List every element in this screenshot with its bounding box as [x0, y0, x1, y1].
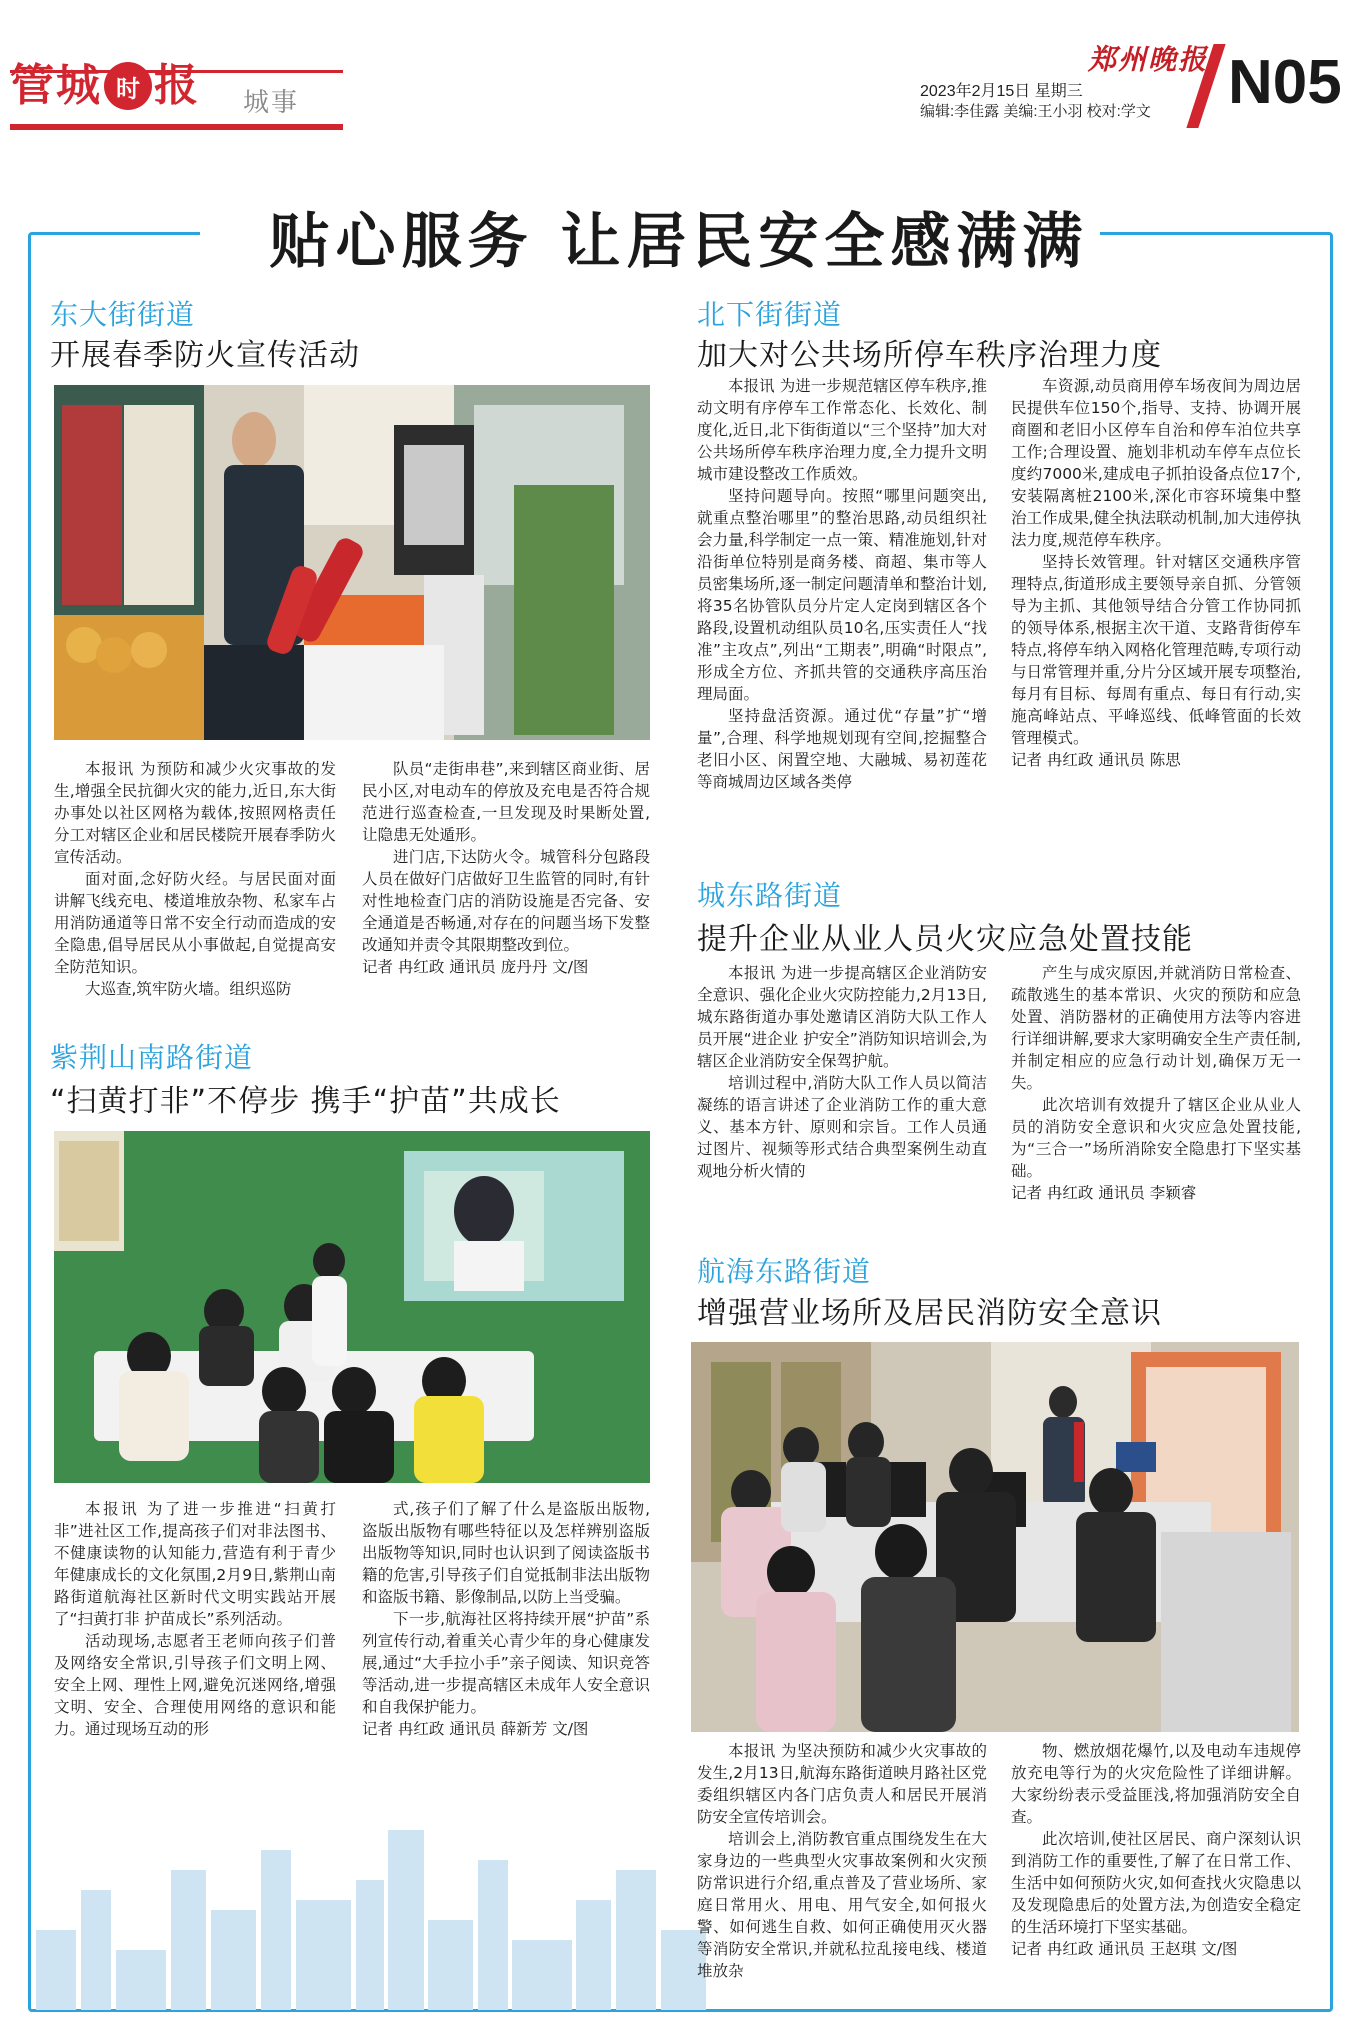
- paragraph: 本报讯 为进一步提高辖区企业消防安全意识、强化企业火灾防控能力,2月13日,城东路街道办事处邀请区消防大队工作人员开展“进企业 护安全”消防知识培训会,为辖区企业消防安全保驾护航。: [697, 964, 987, 1070]
- paragraph: 活动现场,志愿者王老师向孩子们普及网络安全常识,引导孩子们文明上网、安全上网、理性上网,避免沉迷网络,增强文明、安全、合理使用网络的意识和能力。通过现场互动的形: [54, 1632, 336, 1738]
- page-number: N05: [1228, 48, 1342, 117]
- paragraph: 下一步,航海社区将持续开展“护苗”系列宣传行动,着重关心青少年的身心健康发展,通过“大手拉小手”亲子阅读、知识竞答等活动,进一步提高辖区未成年人安全意识和自我保护能力。: [362, 1610, 650, 1716]
- paragraph: 产生与成灾原因,并就消防日常检查、疏散逃生的基本常识、火灾的预防和应急处置、消防器材的正确使用方法等内容进行详细讲解,要求大家明确安全生产责任制,并制定相应的应急行动计划,确保万无一失。: [1011, 964, 1301, 1092]
- byline: 记者 冉红政 通讯员 王赵琪 文/图: [1011, 1940, 1238, 1958]
- beixia-col1: [697, 375, 987, 793]
- beixia-title: 加大对公共场所停车秩序治理力度: [697, 338, 1162, 373]
- page-headline: 贴心服务 让居民安全感满满: [269, 207, 1089, 277]
- dongda-photo: [54, 385, 650, 740]
- zijin-col2: [362, 1498, 650, 1740]
- chengdong-section: 城东路街道: [697, 879, 843, 912]
- zijin-col1: [54, 1498, 336, 1740]
- byline: 记者 冉红政 通讯员 庞丹丹 文/图: [362, 958, 589, 976]
- brand-right: 报: [154, 60, 200, 111]
- zijin-photo: [54, 1131, 650, 1483]
- hanghai-section: 航海东路街道: [697, 1255, 872, 1288]
- zijin-title: “扫黄打非”不停步 携手“护苗”共成长: [50, 1084, 561, 1119]
- hanghai-photo: [691, 1342, 1299, 1732]
- issue-date: 2023年2月15日 星期三: [920, 83, 1083, 100]
- paragraph: 本报讯 为预防和减少火灾事故的发生,增强全民抗御火灾的能力,近日,东大街办事处以社区网格为载体,按照网格责任分工对辖区企业和居民楼院开展春季防火宣传活动。: [54, 760, 336, 866]
- byline: 记者 冉红政 通讯员 薛新芳 文/图: [362, 1720, 589, 1738]
- editor-credits: 编辑:李佳露 美编:王小羽 校对:学文: [920, 103, 1151, 120]
- dongda-section: 东大街街道: [50, 298, 196, 331]
- paragraph: 车资源,动员商用停车场夜间为周边居民提供车位150个,指导、支持、协调开展商圈和老旧小区停车自治和停车泊位共享工作;合理设置、施划非机动车停车点位长度约7000米,建成电子抓拍设备点位17个,安装隔离桩2100米,深化市容环境集中整治工作成果,健全执法联动机制,加大违停执法力度,规范停车秩序。: [1011, 377, 1301, 549]
- hanghai-col2: [1011, 1740, 1301, 1960]
- skyline-decoration: [36, 1810, 706, 2010]
- paragraph: 物、燃放烟花爆竹,以及电动车违规停放充电等行为的火灾危险性了详细讲解。大家纷纷表示受益匪浅,将加强消防安全自查。: [1011, 1742, 1301, 1826]
- paragraph: 进门店,下达防火令。城管科分包路段人员在做好门店做好卫生监管的同时,有针对性地检查门店的消防设施是否完备、安全通道是否畅通,对存在的问题当场下发整改通知并责令其限期整改到位。: [362, 848, 650, 954]
- paragraph: 队员“走街串巷”,来到辖区商业街、居民小区,对电动车的停放及充电是否符合规范进行巡查检查,一旦发现及时果断处置,让隐患无处遁形。: [362, 760, 650, 844]
- paragraph: 培训会上,消防教官重点围绕发生在大家身边的一些典型火灾事故案例和火灾预防常识进行介绍,重点普及了营业场所、家庭日常用火、用电、用气安全,如何报火警、如何逃生自救、如何正确使用灭火器等消防安全常识,并就私拉乱接电线、楼道堆放杂: [697, 1830, 987, 1980]
- byline: 记者 冉红政 通讯员 李颖睿: [1011, 1184, 1197, 1202]
- byline: 记者 冉红政 通讯员 陈思: [1011, 751, 1181, 769]
- paragraph: 此次培训有效提升了辖区企业从业人员的消防安全意识和火灾应急处置技能,为“三合一”场所消除安全隐患打下坚实基础。: [1011, 1096, 1301, 1180]
- paragraph: 此次培训,使社区居民、商户深刻认识到消防工作的重要性,了解了在日常工作、生活中如何预防火灾,如何查找火灾隐患以及发现隐患后的处置方法,为创造安全稳定的生活环境打下坚实基础。: [1011, 1830, 1301, 1936]
- brand-left: 管城: [10, 60, 102, 111]
- brand-circle: 时: [104, 62, 152, 110]
- chengdong-col2: [1011, 962, 1301, 1204]
- chengdong-col1: [697, 962, 987, 1182]
- hanghai-title: 增强营业场所及居民消防安全意识: [697, 1296, 1162, 1331]
- paragraph: 本报讯 为进一步规范辖区停车秩序,推动文明有序停车工作常态化、长效化、制度化,近日,北下街街道以“三个坚持”加大对公共场所停车秩序治理力度,全力提升文明城市建设整改工作质效。: [697, 377, 987, 483]
- paragraph: 面对面,念好防火经。与居民面对面讲解飞线充电、楼道堆放杂物、私家车占用消防通道等日常不安全行动而造成的安全隐患,倡导居民从小事做起,自觉提高安全防范知识。: [54, 870, 336, 976]
- paragraph: 坚持盘活资源。通过优“存量”扩“增量”,合理、科学地规划现有空间,挖掘整合老旧小区、闲置空地、大融城、易初莲花等商城周边区域各类停: [697, 707, 987, 791]
- paragraph: 坚持长效管理。针对辖区交通秩序管理特点,街道形成主要领导亲自抓、分管领导为主抓、其他领导结合分管工作协同抓的领导体系,根据主次干道、支路背街停车特点,将停车纳入网格化管理范畴,专项行动与日常管理并重,分片分区域开展专项整治,每月有目标、每周有重点、每日有行动,实施高峰站点、平峰巡线、低峰管面的长效管理模式。: [1011, 553, 1301, 747]
- paper-name: 郑州晚报: [1088, 43, 1209, 76]
- zijin-section: 紫荆山南路街道: [50, 1041, 254, 1074]
- dongda-col1: [54, 758, 336, 1000]
- chengdong-title: 提升企业从业人员火灾应急处置技能: [697, 922, 1193, 957]
- dongda-title: 开展春季防火宣传活动: [50, 338, 360, 373]
- paragraph: 本报讯 为了进一步推进“扫黄打非”进社区工作,提高孩子们对非法图书、不健康读物的认知能力,营造有利于青少年健康成长的文化氛围,2月9日,紫荆山南路街道航海社区新时代文明实践站开展了“扫黄打非 护苗成长”系列活动。: [54, 1500, 336, 1628]
- dongda-col2: [362, 758, 650, 978]
- section-label: 城事: [243, 88, 300, 118]
- brand-logo: [10, 62, 200, 110]
- beixia-col2: [1011, 375, 1301, 771]
- masthead-rule: [10, 124, 343, 130]
- paragraph: 式,孩子们了解了什么是盗版出版物,盗版出版物有哪些特征以及怎样辨别盗版出版物等知识,同时也认识到了阅读盗版书籍的危害,引导孩子们自觉抵制非法出版物和盗版书籍、影像制品,以防上当受骗。: [362, 1500, 650, 1606]
- beixia-section: 北下街街道: [697, 298, 843, 331]
- paragraph: 培训过程中,消防大队工作人员以简洁凝练的语言讲述了企业消防工作的重大意义、基本方针、原则和宗旨。工作人员通过图片、视频等形式结合典型案例生动直观地分析火情的: [697, 1074, 987, 1180]
- paragraph: 本报讯 为坚决预防和减少火灾事故的发生,2月13日,航海东路街道映月路社区党委组织辖区内各门店负责人和居民开展消防安全宣传培训会。: [697, 1742, 987, 1826]
- paragraph: 大巡查,筑牢防火墙。组织巡防: [85, 980, 292, 998]
- paragraph: 坚持问题导向。按照“哪里问题突出,就重点整治哪里”的整治思路,动员组织社会力量,科学制定一点一策、精准施划,针对沿街单位特别是商务楼、商超、集市等人员密集场所,逐一制定问题清单和整治计划,将35名协管队员分片定人定岗到辖区各个路段,设置机动组队员10名,压实责任人“找准”主攻点”,列出“工期表”,明确“时限点”,形成全方位、齐抓共管的交通秩序高压治理局面。: [697, 487, 987, 703]
- hanghai-col1: [697, 1740, 987, 1982]
